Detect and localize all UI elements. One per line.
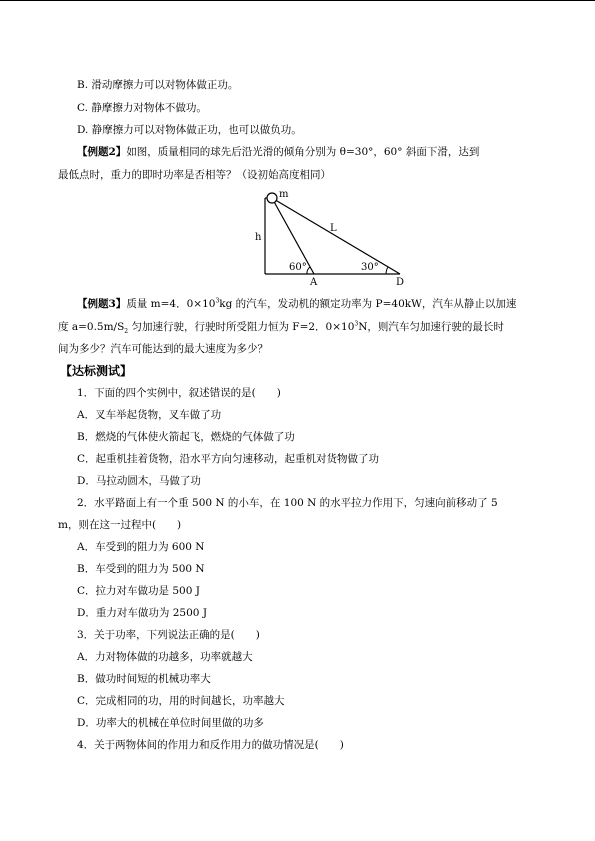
q4-stem: 4．关于两物体间的作用力和反作用力的做功情况是( ) bbox=[77, 739, 344, 751]
q3-option-a: A．力对物体做的功越多，功率就越大 bbox=[77, 651, 253, 663]
example2-line1 bbox=[77, 145, 479, 159]
q1-stem: 1．下面的四个实例中，叙述错误的是( ) bbox=[77, 387, 281, 399]
label-L: L bbox=[330, 223, 337, 234]
label-A: A bbox=[310, 277, 318, 288]
q2-option-b: B．车受到的阻力为 500 N bbox=[77, 563, 205, 575]
example2-text1: 如图，质量相同的球先后沿光滑的倾角分别为 θ=30°，60° 斜面下滑，达到 bbox=[126, 146, 480, 158]
label-m: m bbox=[279, 189, 289, 200]
q2-option-c: C．拉力对车做功是 500 J bbox=[77, 585, 200, 597]
option-d-top: D. 静摩擦力可以对物体做正功，也可以做负功。 bbox=[77, 124, 302, 136]
example3-line2 bbox=[58, 320, 504, 334]
q1-option-b: B．燃烧的气体使火箭起飞，燃烧的气体做了功 bbox=[77, 431, 295, 443]
label-D: D bbox=[396, 277, 405, 288]
arc-30 bbox=[386, 267, 388, 274]
label-60: 60° bbox=[289, 262, 307, 273]
example2-label: 【例题2】 bbox=[77, 146, 127, 158]
label-h: h bbox=[255, 232, 262, 243]
q3-option-c: C．完成相同的功，用的时间越长，功率越大 bbox=[77, 695, 285, 707]
ball-icon bbox=[267, 193, 277, 203]
example3-l2b: 匀加速行驶，行驶时所受阻力恒为 F=2．0×10 bbox=[128, 321, 355, 333]
option-c-top: C. 静摩擦力对物体不做功。 bbox=[77, 102, 207, 114]
section-title: 【达标测试】 bbox=[60, 364, 133, 378]
example3-l1exp: 3 bbox=[215, 297, 220, 305]
q3-option-b: B．做功时间短的机械功率大 bbox=[77, 673, 211, 685]
q2-option-d: D．重力对车做功为 2500 J bbox=[77, 607, 208, 619]
example3-l2c: N，则汽车匀加速行驶的最长时 bbox=[358, 321, 504, 333]
q2-stem-line2: m，则在这一过程中( ) bbox=[58, 519, 182, 531]
q3-option-d: D．功率大的机械在单位时间里做的功多 bbox=[77, 717, 264, 729]
option-b-top: B. 滑动摩擦力可以对物体做正功。 bbox=[77, 79, 239, 91]
arc-60 bbox=[307, 267, 310, 274]
example3-l1b: kg 的汽车，发动机的额定功率为 P=40kW，汽车从静止以加速 bbox=[219, 298, 517, 310]
example3-l2exp: 3 bbox=[354, 320, 359, 328]
page-top-rule bbox=[0, 0, 595, 1]
q3-stem: 3．关于功率，下列说法正确的是( ) bbox=[77, 629, 260, 641]
example3-line3: 间为多少？汽车可能达到的最大速度为多少？ bbox=[58, 343, 268, 355]
incline-diagram bbox=[250, 188, 415, 288]
example2-line2: 最低点时，重力的即时功率是否相等？（设初始高度相同） bbox=[58, 169, 331, 181]
example3-l2sub: 2 bbox=[124, 328, 129, 336]
q1-option-a: A．叉车举起货物，叉车做了功 bbox=[77, 409, 222, 421]
label-30: 30° bbox=[361, 262, 379, 273]
q1-option-d: D．马拉动圆木，马做了功 bbox=[77, 475, 201, 487]
example3-l2a: 度 a=0.5m/S bbox=[58, 321, 125, 333]
q1-option-c: C．起重机挂着货物，沿水平方向匀速移动，起重机对货物做了功 bbox=[77, 453, 380, 465]
example3-line1 bbox=[77, 297, 516, 311]
q2-option-a: A．车受到的阻力为 600 N bbox=[77, 541, 205, 553]
q2-stem-line1: 2．水平路面上有一个重 500 N 的小车，在 100 N 的水平拉力作用下，匀速向前移动了 5 bbox=[77, 497, 498, 509]
example3-l1a: 质量 m=4．0×10 bbox=[126, 298, 216, 310]
example3-label: 【例题3】 bbox=[77, 298, 127, 310]
